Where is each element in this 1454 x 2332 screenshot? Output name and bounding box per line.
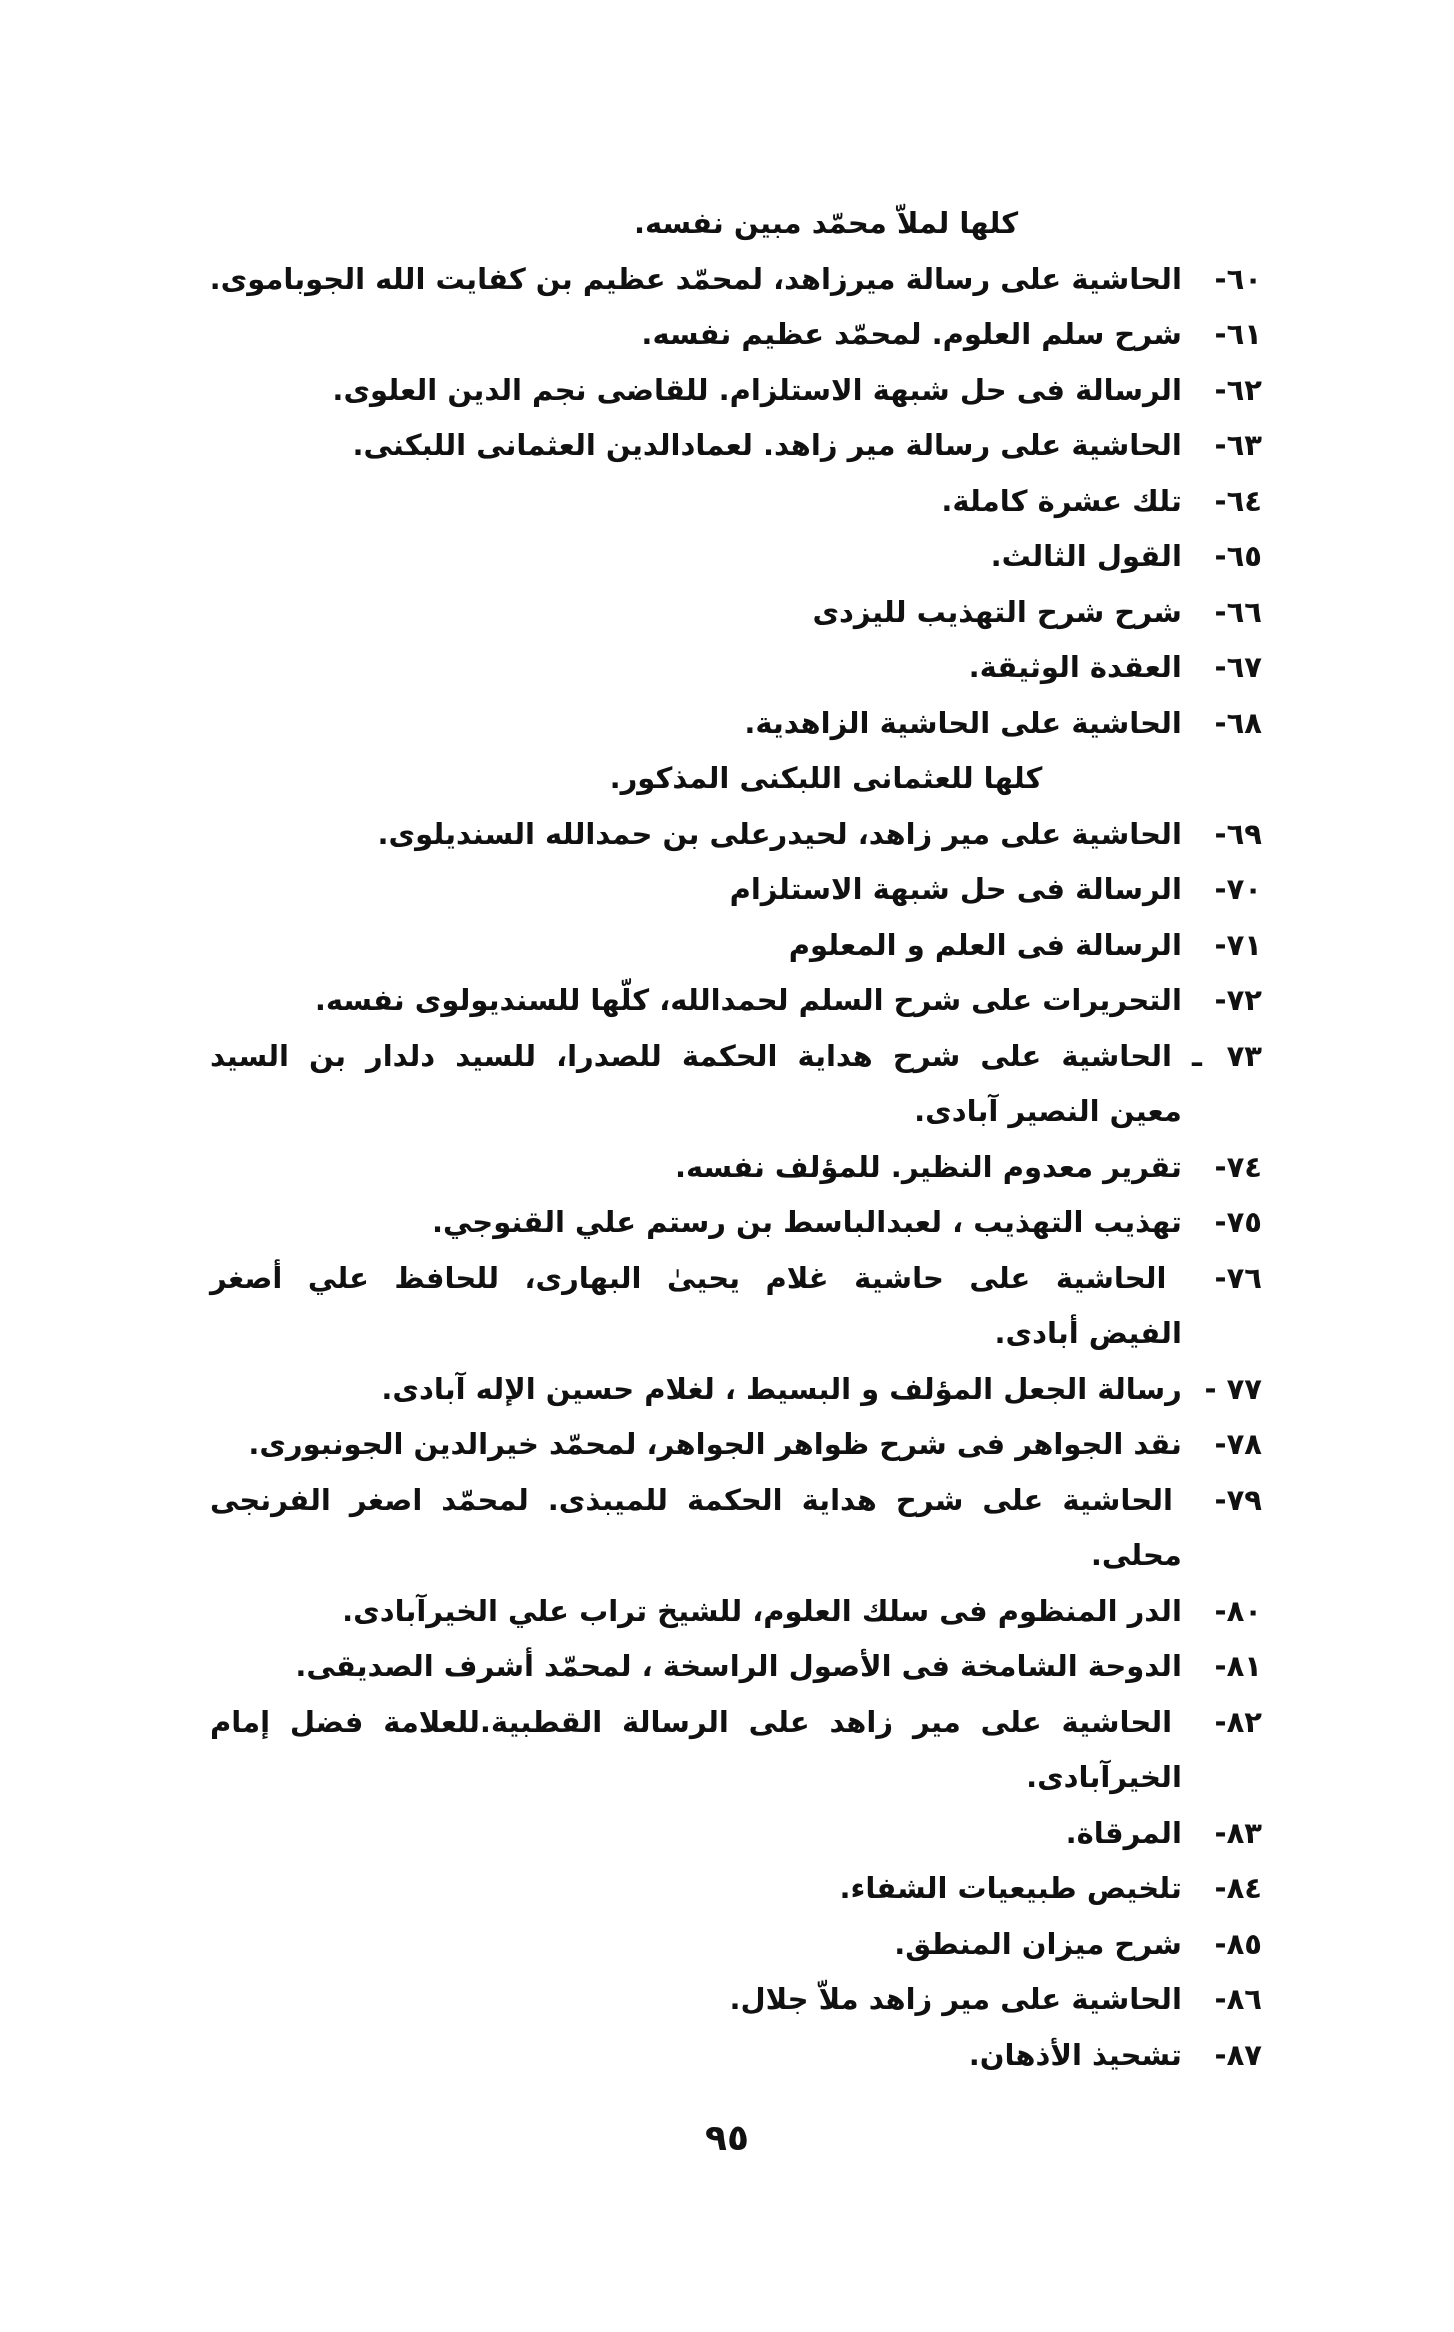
item-number: ٧٨- xyxy=(1214,1427,1262,1461)
item-number: ٨٠- xyxy=(1214,1593,1262,1628)
item-text: الخيرآبادى. xyxy=(1026,1760,1182,1794)
item-text: التحريرات على شرح السلم لحمدالله، كلّها للسنديولوى نفسه. xyxy=(314,983,1182,1017)
list-item xyxy=(210,307,1262,363)
item-number: ٨٥- xyxy=(1214,1926,1262,1961)
item-number: ٦١- xyxy=(1214,317,1262,351)
item-number: ٦٠- xyxy=(1214,261,1262,296)
item-text: القول الثالث. xyxy=(990,539,1182,573)
item-number: ٨٧- xyxy=(1214,2037,1262,2072)
item-text: الفيض أبادى. xyxy=(994,1316,1182,1350)
list-item xyxy=(210,918,1262,974)
list-item-continuation xyxy=(210,1528,1262,1584)
item-text: الحاشية على شرح هداية الحكمة للميبذى. لمحمّد اصغر الفرنجى xyxy=(210,1482,1173,1517)
item-number: ٧٣ ـ xyxy=(1191,1038,1262,1073)
item-text: شرح شرح التهذيب لليزدى xyxy=(812,594,1182,629)
section-note xyxy=(210,196,1262,252)
item-text: العقدة الوثيقة. xyxy=(968,650,1182,684)
list-item-continuation xyxy=(210,1084,1262,1140)
item-text: الدوحة الشامخة فى الأصول الراسخة ، لمحمّد أشرف الصديقى. xyxy=(295,1649,1182,1683)
list-item xyxy=(210,529,1262,585)
item-text: نقد الجواهر فى شرح ظواهر الجواهر، لمحمّد خيرالدين الجونبورى. xyxy=(248,1427,1182,1461)
item-number: ٧٠- xyxy=(1214,872,1262,906)
item-number: ٧٩- xyxy=(1214,1482,1262,1517)
note-text: كلها لملاّ محمّد مبين نفسه. xyxy=(633,206,1019,240)
item-number: ٦٥- xyxy=(1214,539,1262,573)
item-number: ٧٧ - xyxy=(1204,1371,1262,1406)
page-number: ٩٥ xyxy=(705,2118,749,2159)
item-number: ٨٢- xyxy=(1214,1704,1262,1739)
item-text: الرسالة فى العلم و المعلوم xyxy=(788,927,1182,962)
list-item xyxy=(210,474,1262,530)
book-page-text xyxy=(210,196,1262,2096)
item-text: الحاشية على مير زاهد على الرسالة القطبية.للعلامة فضل إمام xyxy=(210,1704,1173,1739)
item-text: شرح ميزان المنطق. xyxy=(894,1926,1182,1961)
item-text: الحاشية على مير زاهد ملاّ جلال. xyxy=(729,1982,1182,2016)
list-item xyxy=(210,640,1262,696)
item-text: الدر المنظوم فى سلك العلوم، للشيخ تراب علي الخيرآبادى. xyxy=(342,1593,1182,1628)
item-number: ٦٦- xyxy=(1214,594,1262,629)
item-number: ٨٤- xyxy=(1214,1871,1262,1905)
item-text: تلك عشرة كاملة. xyxy=(941,483,1182,518)
list-item xyxy=(210,696,1262,752)
item-text: تهذيب التهذيب ، لعبدالباسط بن رستم علي القنوجي. xyxy=(431,1205,1182,1239)
item-number: ٦٨- xyxy=(1214,705,1262,740)
list-item xyxy=(210,418,1262,474)
list-item-continuation xyxy=(210,1750,1262,1806)
list-item xyxy=(210,1251,1262,1307)
list-item xyxy=(210,1195,1262,1251)
section-note xyxy=(210,751,1262,807)
item-number: ٧٤- xyxy=(1214,1149,1262,1184)
item-text: محلى. xyxy=(1090,1538,1182,1572)
item-text: الحاشية على حاشية غلام يحيىٰ البهارى، للحافظ علي أصغر xyxy=(210,1260,1167,1295)
list-item xyxy=(210,1029,1262,1085)
list-item xyxy=(210,1639,1262,1695)
list-item xyxy=(210,1806,1262,1862)
list-item xyxy=(210,1140,1262,1196)
list-item xyxy=(210,973,1262,1029)
list-item xyxy=(210,1861,1262,1917)
item-number: ٧٦- xyxy=(1214,1260,1262,1295)
list-item xyxy=(210,585,1262,641)
item-text: تلخيص طبيعيات الشفاء. xyxy=(839,1871,1182,1905)
item-text: الحاشية على شرح هداية الحكمة للصدرا، للسيد دلدار بن السيد xyxy=(210,1038,1172,1073)
item-text: تشحيذ الأذهان. xyxy=(968,2037,1182,2072)
item-text: الرسالة فى حل شبهة الاستلزام xyxy=(729,872,1182,906)
item-number: ٦٧- xyxy=(1214,650,1262,684)
list-item xyxy=(210,1695,1262,1751)
item-text: شرح سلم العلوم. لمحمّد عظيم نفسه. xyxy=(641,317,1182,351)
item-text: معين النصير آبادى. xyxy=(914,1094,1182,1128)
item-number: ٦٩- xyxy=(1214,816,1262,851)
item-number: ٨٣- xyxy=(1214,1815,1262,1850)
item-number: ٦٢- xyxy=(1214,372,1262,407)
item-text: المرقاة. xyxy=(1065,1815,1182,1850)
item-number: ٨١- xyxy=(1214,1649,1262,1683)
list-item xyxy=(210,862,1262,918)
item-number: ٦٣- xyxy=(1214,428,1262,462)
list-item xyxy=(210,1362,1262,1418)
item-text: الحاشية على الحاشية الزاهدية. xyxy=(744,705,1182,740)
note-text: كلها للعثمانى اللبكنى المذكور. xyxy=(609,761,1043,795)
item-text: تقرير معدوم النظير. للمؤلف نفسه. xyxy=(674,1149,1182,1184)
list-item xyxy=(210,1473,1262,1529)
item-number: ٧٢- xyxy=(1214,983,1262,1017)
item-number: ٧٥- xyxy=(1214,1205,1262,1239)
item-number: ٧١- xyxy=(1214,927,1262,962)
list-item xyxy=(210,1417,1262,1473)
item-text: الحاشية على مير زاهد، لحيدرعلى بن حمدالله السنديلوى. xyxy=(377,816,1182,851)
item-text: الرسالة فى حل شبهة الاستلزام. للقاضى نجم الدين العلوى. xyxy=(332,372,1182,407)
list-item xyxy=(210,1972,1262,2028)
item-text: الحاشية على رسالة مير زاهد. لعمادالدين العثمانى اللبكنى. xyxy=(352,428,1182,462)
list-item xyxy=(210,1917,1262,1973)
list-item xyxy=(210,252,1262,308)
list-item xyxy=(210,2028,1262,2084)
list-item xyxy=(210,363,1262,419)
list-item xyxy=(210,1584,1262,1640)
item-text: رسالة الجعل المؤلف و البسيط ، لغلام حسين الإله آبادى. xyxy=(381,1371,1182,1406)
item-text: الحاشية على رسالة ميرزاهد، لمحمّد عظيم بن كفايت الله الجوباموى. xyxy=(209,261,1182,296)
list-item-continuation xyxy=(210,1306,1262,1362)
list-item xyxy=(210,807,1262,863)
item-number: ٦٤- xyxy=(1214,483,1262,518)
item-number: ٨٦- xyxy=(1214,1982,1262,2016)
